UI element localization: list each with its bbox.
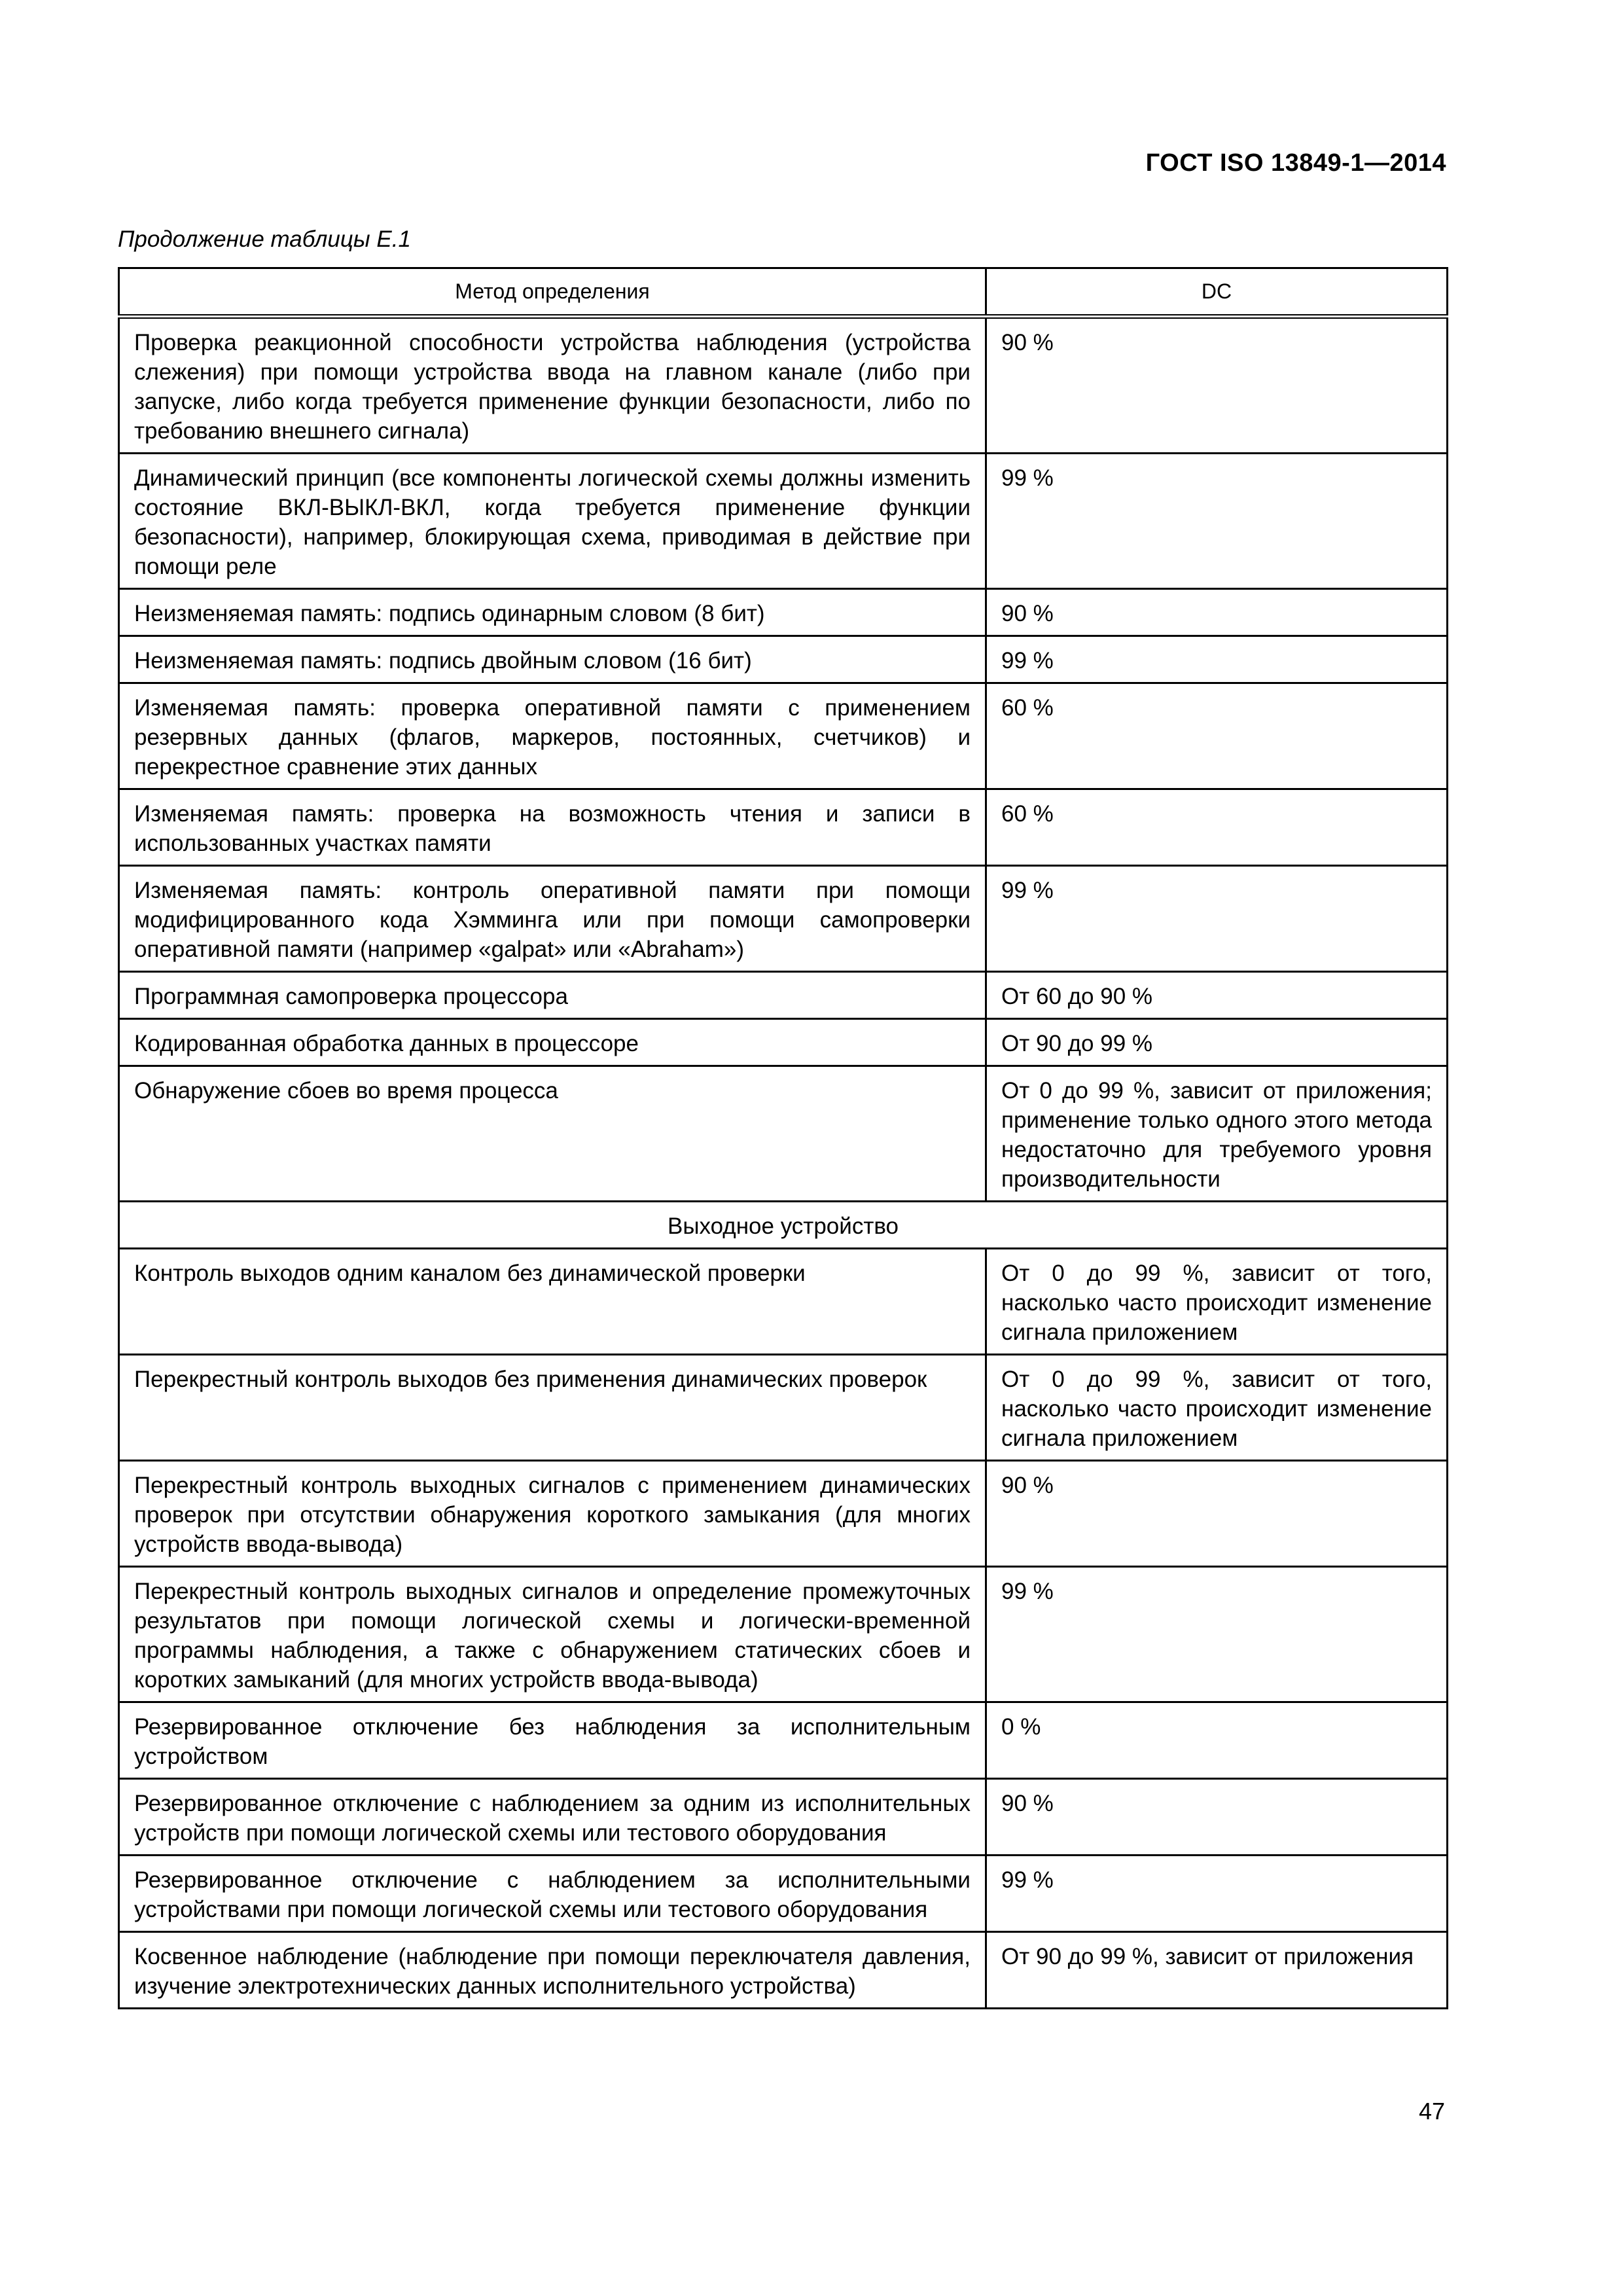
- method-cell: Контроль выходов одним каналом без динамической проверки: [119, 1249, 986, 1355]
- dc-cell: 90 %: [986, 1779, 1448, 1856]
- method-cell: Перекрестный контроль выходных сигналов с применением динамических проверок при отсутствии обнаружения короткого замыкания (для многих устройств ввода-вывода): [119, 1461, 986, 1567]
- table-row: [119, 454, 1448, 589]
- dc-cell: От 0 до 99 %, зависит от приложения; применение только одного этого метода недостаточно для требуемого уровня производительности: [986, 1066, 1448, 1202]
- dc-cell: От 90 до 99 %: [986, 1019, 1448, 1066]
- table-row: [119, 1019, 1448, 1066]
- method-cell: Неизменяемая память: подпись двойным словом (16 бит): [119, 636, 986, 683]
- method-cell: Неизменяемая память: подпись одинарным словом (8 бит): [119, 589, 986, 636]
- table-row: [119, 1355, 1448, 1461]
- method-cell: Перекрестный контроль выходных сигналов и определение промежуточных результатов при помощи логической схемы и логически-временной программы наблюдения, а также с обнаружением статических сбоев и коротких замыканий (для многих устройств ввода-вывода): [119, 1567, 986, 1702]
- document-code: ГОСТ ISO 13849-1—2014: [1145, 149, 1446, 177]
- page-number: 47: [1418, 2098, 1445, 2125]
- method-cell: Косвенное наблюдение (наблюдение при помощи переключателя давления, изучение электротехнических данных исполнительного устройства): [119, 1932, 986, 2009]
- table-row: [119, 1249, 1448, 1355]
- header-method: Метод определения: [119, 268, 986, 317]
- dc-cell: 99 %: [986, 454, 1448, 589]
- method-cell: Изменяемая память: проверка на возможность чтения и записи в использованных участках памяти: [119, 789, 986, 866]
- dc-cell: От 0 до 99 %, зависит от того, насколько часто происходит изменение сигнала приложением: [986, 1249, 1448, 1355]
- dc-cell: 60 %: [986, 683, 1448, 789]
- table-row: [119, 1461, 1448, 1567]
- dc-cell: 60 %: [986, 789, 1448, 866]
- table-row: [119, 1856, 1448, 1932]
- dc-cell: 99 %: [986, 1856, 1448, 1932]
- dc-cell: 90 %: [986, 1461, 1448, 1567]
- table-header-row: [119, 268, 1448, 317]
- dc-cell: От 60 до 90 %: [986, 972, 1448, 1019]
- method-cell: Проверка реакционной способности устройства наблюдения (устройства слежения) при помощи устройства ввода на главном канале (либо при запуске, либо когда требуется применение функции безопасности, либо по требованию внешнего сигнала): [119, 317, 986, 454]
- table-row: [119, 1066, 1448, 1202]
- header-dc: DC: [986, 268, 1448, 317]
- dc-cell: От 90 до 99 %, зависит от приложения: [986, 1932, 1448, 2009]
- table-row: [119, 636, 1448, 683]
- dc-cell: 99 %: [986, 636, 1448, 683]
- table-row: [119, 1932, 1448, 2009]
- table-row: [119, 866, 1448, 972]
- method-cell: Резервированное отключение с наблюдением за одним из исполнительных устройств при помощи логической схемы или тестового оборудования: [119, 1779, 986, 1856]
- table-row: [119, 683, 1448, 789]
- method-cell: Перекрестный контроль выходов без применения динамических проверок: [119, 1355, 986, 1461]
- table-row: [119, 317, 1448, 454]
- table-row: [119, 1567, 1448, 1702]
- table-row: [119, 789, 1448, 866]
- dc-cell: 99 %: [986, 866, 1448, 972]
- dc-cell: 90 %: [986, 317, 1448, 454]
- table-row: [119, 1779, 1448, 1856]
- dc-cell: 90 %: [986, 589, 1448, 636]
- table-row: [119, 1702, 1448, 1779]
- table-caption: Продолжение таблицы Е.1: [118, 226, 411, 252]
- section-title-output-device: Выходное устройство: [119, 1202, 1448, 1249]
- dc-table: [118, 267, 1448, 2009]
- dc-cell: 0 %: [986, 1702, 1448, 1779]
- dc-cell: 99 %: [986, 1567, 1448, 1702]
- method-cell: Изменяемая память: проверка оперативной памяти с применением резервных данных (флагов, маркеров, постоянных, счетчиков) и перекрестное сравнение этих данных: [119, 683, 986, 789]
- dc-cell: От 0 до 99 %, зависит от того, насколько часто происходит изменение сигнала приложением: [986, 1355, 1448, 1461]
- method-cell: Изменяемая память: контроль оперативной памяти при помощи модифицированного кода Хэмминга или при помощи самопроверки оперативной памяти (например «galpat» или «Abraham»): [119, 866, 986, 972]
- method-cell: Динамический принцип (все компоненты логической схемы должны изменить состояние ВКЛ-ВЫКЛ-ВКЛ, когда требуется применение функции безопасности), например, блокирующая схема, приводимая в действие при помощи реле: [119, 454, 986, 589]
- method-cell: Обнаружение сбоев во время процесса: [119, 1066, 986, 1202]
- method-cell: Кодированная обработка данных в процессоре: [119, 1019, 986, 1066]
- method-cell: Программная самопроверка процессора: [119, 972, 986, 1019]
- section-row: [119, 1202, 1448, 1249]
- method-cell: Резервированное отключение без наблюдения за исполнительным устройством: [119, 1702, 986, 1779]
- table-row: [119, 972, 1448, 1019]
- table-row: [119, 589, 1448, 636]
- method-cell: Резервированное отключение с наблюдением за исполнительными устройствами при помощи логической схемы или тестового оборудования: [119, 1856, 986, 1932]
